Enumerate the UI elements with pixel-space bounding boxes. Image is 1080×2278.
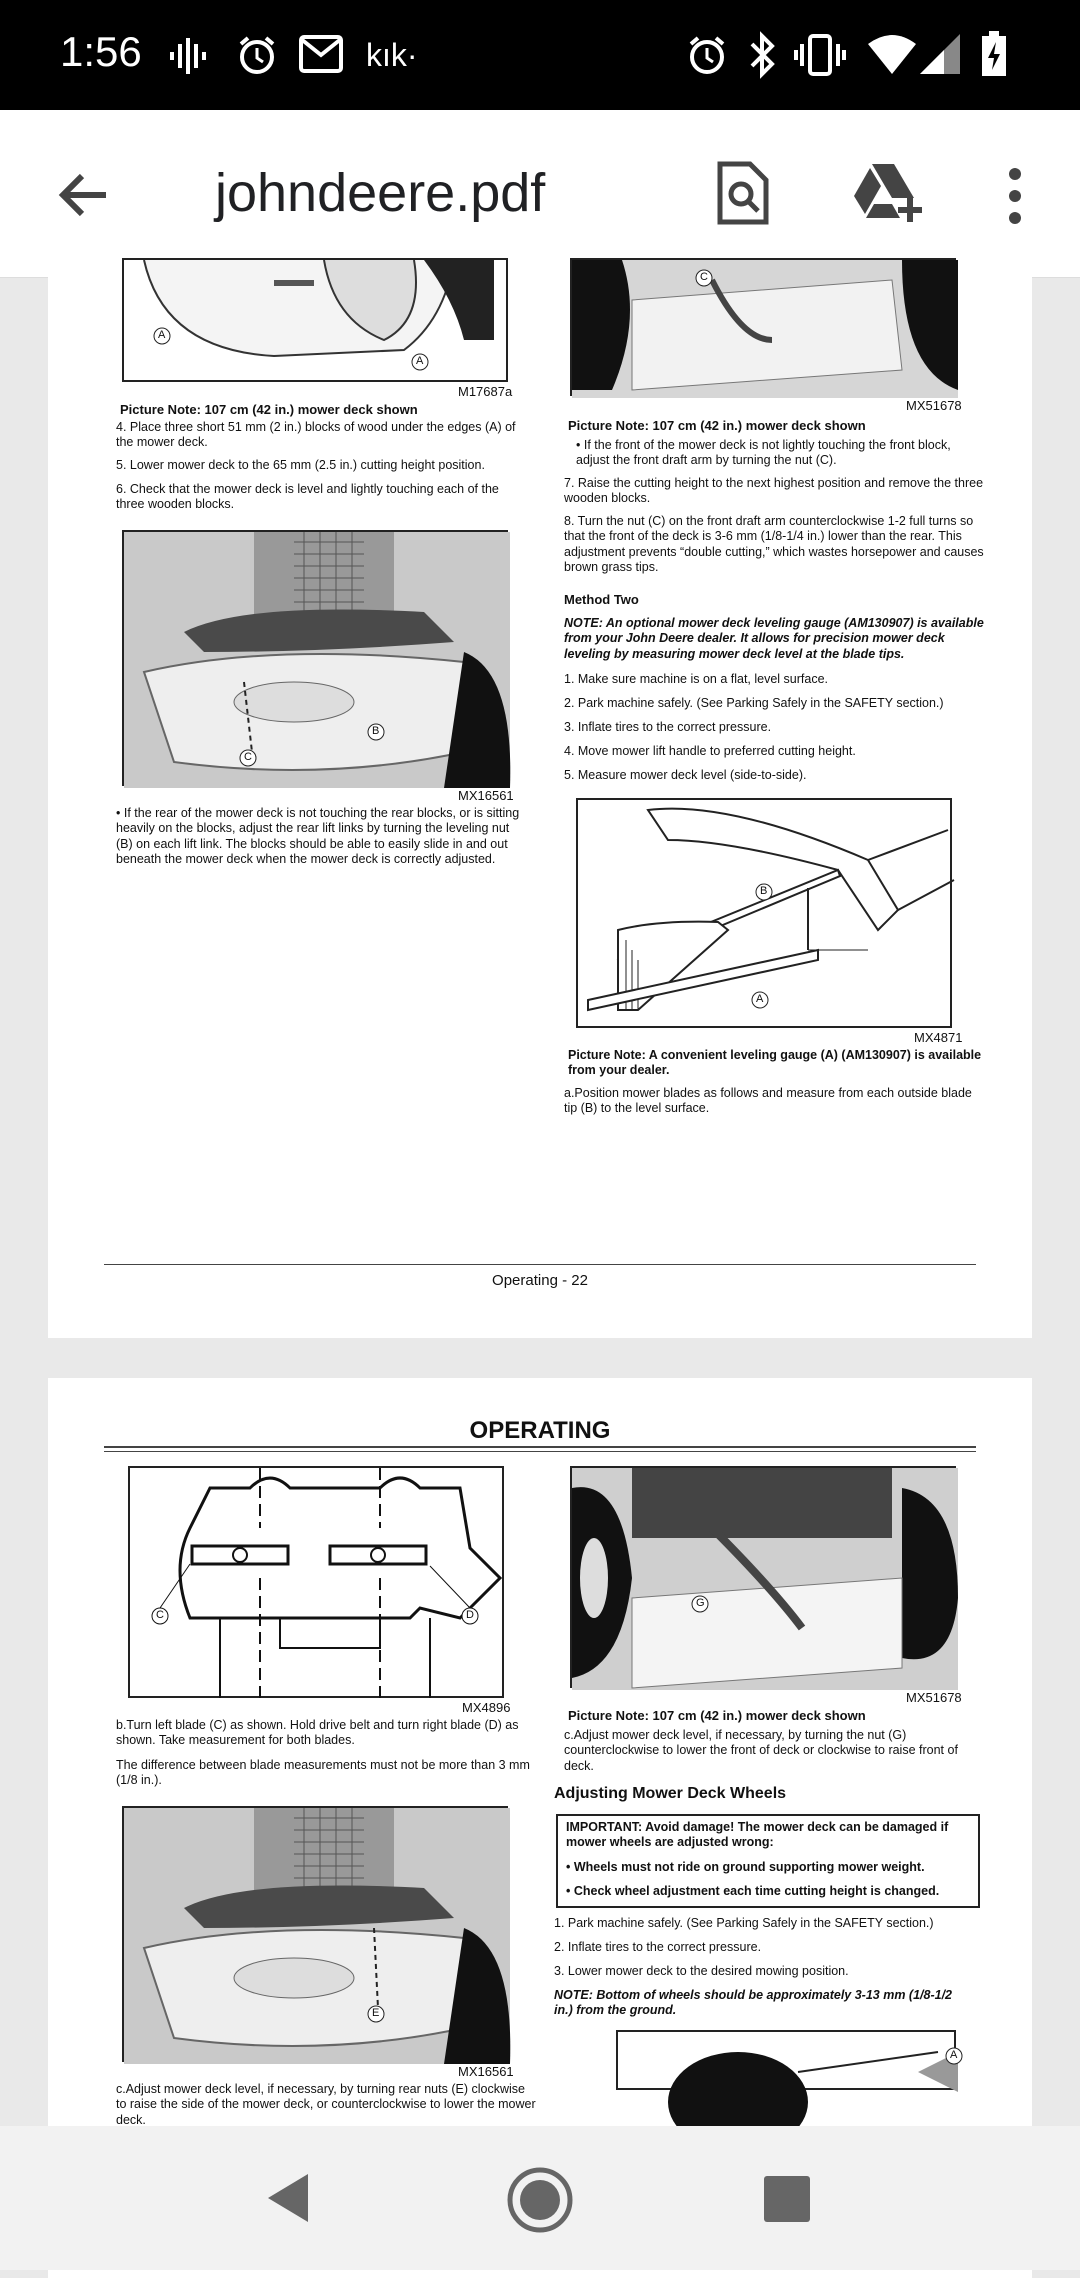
callout-c: C xyxy=(700,271,708,283)
front-draft-arm-illustration xyxy=(572,260,958,398)
bullet-rear-blocks: • If the rear of the mower deck is not touching the rear blocks, or is sitting heavily on the blocks, adjust the rear lift links by turning the leveling nut (B) on each lift link. The blocks should be able to easily slide in and out beneath the mower deck when the mower deck is correctly adjusted. xyxy=(116,806,520,866)
front-nut-illustration xyxy=(572,1468,958,1690)
picture-note: Picture Note: 107 cm (42 in.) mower deck shown xyxy=(568,418,866,433)
add-to-drive-icon[interactable] xyxy=(852,162,924,224)
bluetooth-icon xyxy=(746,32,778,78)
callout-c: C xyxy=(156,1609,164,1621)
wheel-step-1: 1. Park machine safely. (See Parking Safely in the SAFETY section.) xyxy=(554,1916,934,1930)
figure-wheel xyxy=(616,2030,956,2090)
page-footer: Operating - 22 xyxy=(492,1272,588,1289)
nav-home-icon[interactable] xyxy=(506,2166,574,2234)
figure-id: MX16561 xyxy=(458,788,514,803)
step-5: 5. Lower mower deck to the 65 mm (2.5 in.) cutting height position. xyxy=(116,458,485,472)
step-8: 8. Turn the nut (C) on the front draft arm counterclockwise 1-2 full turns so that the front of the deck is 3-6 mm (1/8-1/4 in.) lower than the rear. This adjustment prevents “double cutting,” which wastes horsepower and causes brown grass tips. xyxy=(564,514,984,574)
figure-id: MX51678 xyxy=(906,398,962,413)
callout-a: A xyxy=(756,993,764,1005)
figure-id: MX4896 xyxy=(462,1700,511,1715)
back-arrow-icon[interactable] xyxy=(56,168,110,222)
gmail-icon xyxy=(298,34,344,74)
figure-id: MX4871 xyxy=(914,1030,963,1045)
picture-note: Picture Note: 107 cm (42 in.) mower deck shown xyxy=(120,402,418,417)
alarm-icon xyxy=(236,34,278,76)
page-heading: OPERATING xyxy=(469,1417,611,1444)
picture-note: Picture Note: 107 cm (42 in.) mower deck shown xyxy=(568,1708,866,1723)
kik-label: kık· xyxy=(366,37,418,73)
callout-e: E xyxy=(372,2007,380,2019)
figure-mx16561-b xyxy=(122,1806,508,2062)
wheel-step-2: 2. Inflate tires to the correct pressure. xyxy=(554,1940,762,1954)
wifi-icon xyxy=(868,34,916,74)
status-time: 1:56 xyxy=(60,28,142,75)
method-step-5: 5. Measure mower deck level (side-to-side). xyxy=(564,768,807,782)
wheel-step-3: 3. Lower mower deck to the desired mowing position. xyxy=(554,1964,849,1978)
callout-a-2: A xyxy=(416,355,424,367)
figure-id: MX16561 xyxy=(458,2064,514,2079)
callout-c: C xyxy=(244,751,252,763)
section-title: Adjusting Mower Deck Wheels xyxy=(554,1785,787,1802)
step-a: a.Position mower blades as follows and measure from each outside blade tip (B) to the level surface. xyxy=(564,1086,972,1116)
mower-deck-illustration xyxy=(124,260,510,384)
method-step-2: 2. Park machine safely. (See Parking Safely in the SAFETY section.) xyxy=(564,696,944,710)
rear-nut-illustration xyxy=(124,1808,510,2064)
rear-lift-link-illustration xyxy=(124,532,510,788)
method-step-3: 3. Inflate tires to the correct pressure. xyxy=(564,720,772,734)
nav-recents-icon[interactable] xyxy=(764,2176,810,2222)
step-6: 6. Check that the mower deck is level and lightly touching each of the three wooden blocks. xyxy=(116,482,499,512)
callout-d: D xyxy=(466,1609,474,1621)
figure-id: MX51678 xyxy=(906,1690,962,1705)
callout-g: G xyxy=(696,1597,705,1609)
important-bullet-1: • Wheels must not ride on ground supporting mower weight. xyxy=(566,1860,925,1874)
pdf-viewer[interactable] xyxy=(0,271,1080,2127)
step-c-right: c.Adjust mower deck level, if necessary, by turning the nut (G) counterclockwise to lower the front of deck or clockwise to raise front of deck. xyxy=(564,1728,958,1773)
nav-back-icon[interactable] xyxy=(266,2172,310,2224)
picture-note: Picture Note: A convenient leveling gauge (A) (AM130907) is available from your dealer. xyxy=(568,1048,982,1078)
figure-mx4871 xyxy=(576,798,952,1028)
callout-a: A xyxy=(158,329,166,341)
voicemail-activity-icon xyxy=(168,36,212,76)
navigation-bar xyxy=(0,2126,1080,2270)
figure-mx51678 xyxy=(570,258,956,396)
step-4: 4. Place three short 51 mm (2 in.) blocks of wood under the edges (A) of the mower deck. xyxy=(116,420,516,450)
cell-signal-icon xyxy=(920,34,960,74)
status-bar xyxy=(0,0,1080,110)
deck-wheel-illustration xyxy=(618,2032,958,2092)
callout-a: A xyxy=(950,2049,958,2061)
important-box xyxy=(556,1814,980,1908)
battery-charging-icon xyxy=(980,30,1008,78)
figure-m17687a xyxy=(122,258,508,382)
heading-rule-2 xyxy=(104,1451,976,1452)
find-in-document-icon[interactable] xyxy=(716,160,770,226)
app-bar xyxy=(0,110,1080,278)
callout-b: B xyxy=(760,885,768,897)
alarm-icon-right xyxy=(686,34,728,76)
bullet-front-block: • If the front of the mower deck is not lightly touching the front block, adjust the front draft arm by turning the nut (C). xyxy=(576,438,951,468)
method-step-4: 4. Move mower lift handle to preferred cutting height. xyxy=(564,744,856,758)
important-bullet-2: • Check wheel adjustment each time cutting height is changed. xyxy=(566,1884,940,1898)
vibrate-icon xyxy=(796,32,844,78)
method-two-heading: Method Two xyxy=(564,592,639,607)
difference-note: The difference between blade measurements must not be more than 3 mm (1/8 in.). xyxy=(116,1758,530,1788)
figure-mx51678-b xyxy=(570,1466,956,1688)
note-wheels: NOTE: Bottom of wheels should be approximately 3-13 mm (1/8-1/2 in.) from the ground. xyxy=(554,1988,952,2018)
step-c-left: c.Adjust mower deck level, if necessary, by turning rear nuts (E) clockwise to raise the side of the mower deck, or counterclockwise to lower the mower deck. xyxy=(116,2082,536,2127)
figure-mx16561 xyxy=(122,530,508,786)
figure-id: M17687a xyxy=(458,384,513,399)
pdf-page-22 xyxy=(48,258,1032,1338)
step-b: b.Turn left blade (C) as shown. Hold drive belt and turn right blade (D) as shown. Take measurement for both blades. xyxy=(116,1718,519,1748)
figure-mx4896 xyxy=(128,1466,504,1698)
blade-position-diagram xyxy=(130,1468,506,1700)
callout-b: B xyxy=(372,725,380,737)
important-text: IMPORTANT: Avoid damage! The mower deck can be damaged if mower wheels are adjusted wrong: xyxy=(566,1820,949,1850)
method-step-1: 1. Make sure machine is on a flat, level surface. xyxy=(564,672,829,686)
footer-rule xyxy=(104,1264,976,1265)
document-title: johndeere.pdf xyxy=(215,163,546,223)
note-leveling-gauge: NOTE: An optional mower deck leveling gauge (AM130907) is available from your John Deere dealer. It allows for precision mower deck leveling by measuring mower deck level at the blade tips. xyxy=(564,616,984,661)
heading-rule xyxy=(104,1446,976,1448)
step-7: 7. Raise the cutting height to the next highest position and remove the three wooden blocks. xyxy=(564,476,984,506)
leveling-gauge-illustration xyxy=(578,800,954,1030)
more-vert-icon[interactable] xyxy=(1000,166,1030,226)
